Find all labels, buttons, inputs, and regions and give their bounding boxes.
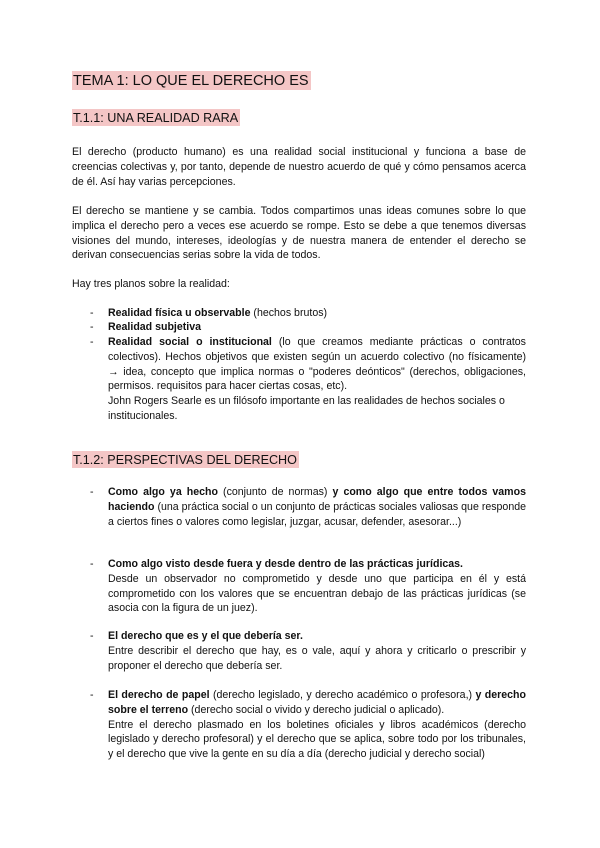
bullet-dash: - [90, 689, 94, 701]
bullet-dash: - [90, 336, 94, 348]
bullet-dash: - [90, 630, 94, 642]
bullet-dash: - [90, 321, 94, 333]
document-page: TEMA 1: LO QUE EL DERECHO ES T.1.1: UNA REALIDAD RARA El derecho (producto humano) es una realidad social institucional y funciona a base de creencias colectivas y, por tanto, depende de nuestro acuerdo de qué y cómo pensamos acerca de él. Así hay varias percepciones. El derecho se mantiene y se cambia. Todos compartimos unas ideas comunes sobre lo que implica el derecho pero a veces ese acuerdo se rompe. Esto se debe a que tenemos diversas visiones del mundo, intereses, ideologías y de nuestra manera de entender el derecho se derivan consecuencias serias sobre la vida de todos. Hay tres planos sobre la realidad: - Realidad física u observable (hechos brutos) - Realidad subjetiva - Realidad social o institucional (lo que creamos mediante prácticas o contratos colectivos). Hechos objetivos que existen según un acuerdo colectivo (no físicamente) → idea, concepto que implica normas o "poderes deónticos" (derechos, obligaciones, permisos. requisitos para hacer ciertas cosas, etc). John Rogers Searle es un filósofo importante en las realidades de hechos sociales o institucionales. T.1.2: PERSPECTIVAS DEL DERECHO - Como algo ya hecho (conjunto de normas) y como algo que entre todos vamos haciendo (una práctica social o un conjunto de prácticas sociales valiosas que responde a ciertos fines o valores como legislar, juzgar, acusar, defender, asesorar...) - Como algo visto desde fuera y desde dentro de las prácticas jurídicas. Desde un observador no comprometido y desde uno que participa en él y está comprometido con los valores que se encuentran debajo de las prácticas jurídicas (se asocia con la figura de un juez). - El derecho que es y el que debería ser. Entre describir el derecho que hay, es o vale, aquí y ahora y criticarlo o prescribir y proponer el derecho que debería ser. - El derecho de papel (derecho legislado, y derecho académico o profesora,) y derecho sobre el terreno (derecho social o vivido y derecho judicial o aplicado). Entre el derecho plasmado en los boletines oficiales y libros académicos (derecho legislado y derecho profesoral) y el derecho que se aplica, sobre todo por los tribunales, y el derecho que vive la gente en su día a día (derecho judicial y derecho social) [72, 73, 526, 761]
bullet-dash: - [90, 558, 94, 570]
list-item-note: John Rogers Searle es un filósofo importante en las realidades de hechos sociales o institucionales. [108, 395, 505, 422]
bullet-dash: - [90, 486, 94, 498]
paragraph-3: Hay tres planos sobre la realidad: [72, 278, 230, 290]
section-heading-2: T.1.2: PERSPECTIVAS DEL DERECHO [73, 453, 297, 467]
paragraph-1: El derecho (producto humano) es una realidad social institucional y funciona a base de creencias colectivas y, por tanto, depende de nuestro acuerdo de qué y cómo pensamos acerca de él. Así hay varias percepciones. [72, 146, 526, 188]
bullet-dash: - [90, 307, 94, 319]
page-title: TEMA 1: LO QUE EL DERECHO ES [73, 73, 309, 89]
section-heading-1: T.1.1: UNA REALIDAD RARA [73, 111, 239, 125]
paragraph-2: El derecho se mantiene y se cambia. Todos compartimos unas ideas comunes sobre lo que implica el derecho pero a veces ese acuerdo se rompe. Esto se debe a que tenemos diversas visiones del mundo, intereses, ideologías y de nuestra manera de entender el derecho se derivan consecuencias serias sobre la vida de todos. [72, 205, 526, 262]
